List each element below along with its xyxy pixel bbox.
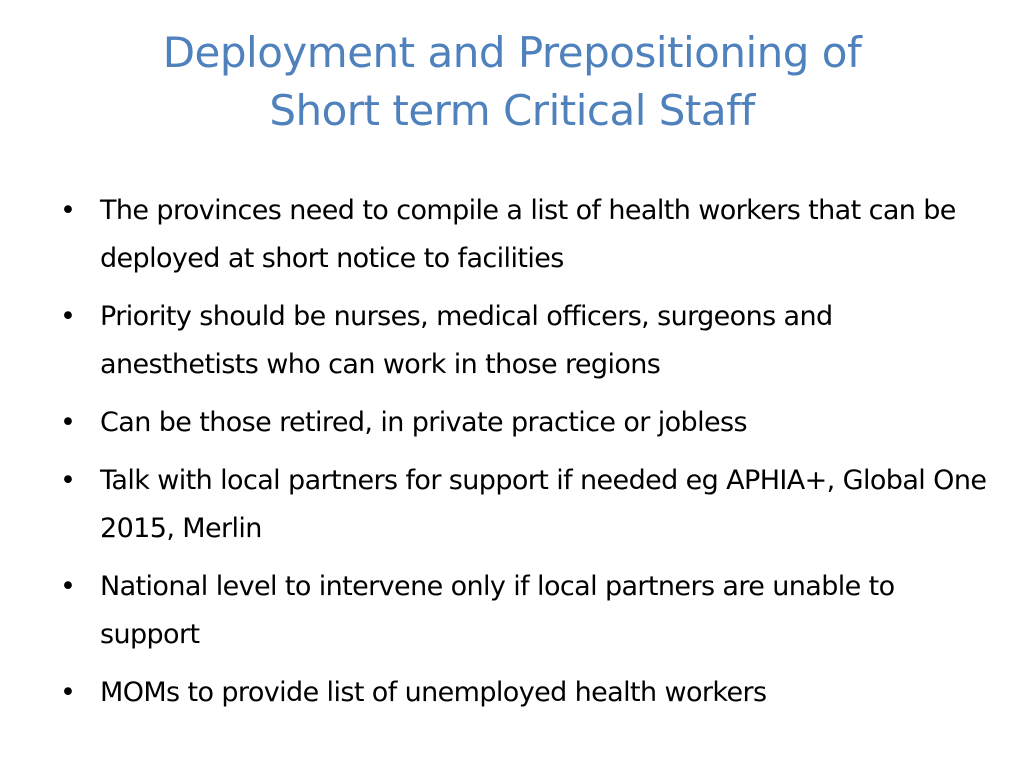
- bullet-text: Talk with local partners for support if needed eg APHIA+, Global One 2015, Merlin: [100, 465, 987, 544]
- slide-title: [40, 24, 984, 140]
- bullet-text: MOMs to provide list of unemployed health workers: [100, 677, 767, 708]
- bullet-item-retired: [58, 399, 988, 447]
- bullet-text: National level to intervene only if local partners are unable to support: [100, 571, 895, 650]
- slide-title-line-1: Deployment and Prepositioning of: [162, 28, 862, 77]
- bullet-point-icon: •: [60, 195, 76, 226]
- bullet-point-icon: •: [60, 407, 76, 438]
- bullet-list: [58, 187, 988, 727]
- bullet-point-icon: •: [60, 677, 76, 708]
- bullet-text: The provinces need to compile a list of health workers that can be deployed at short notice to facilities: [100, 195, 956, 274]
- bullet-point-icon: •: [60, 465, 76, 496]
- bullet-point-icon: •: [60, 301, 76, 332]
- bullet-item-national-level: [58, 563, 988, 659]
- bullet-item-local-partners: [58, 457, 988, 553]
- bullet-item-moms-list: [58, 669, 988, 717]
- bullet-text: Priority should be nurses, medical officers, surgeons and anesthetists who can work in those regions: [100, 301, 833, 380]
- bullet-item-priority: [58, 293, 988, 389]
- bullet-text: Can be those retired, in private practice or jobless: [100, 407, 747, 438]
- bullet-item-compile-list: [58, 187, 988, 283]
- slide-title-line-2: Short term Critical Staff: [269, 86, 755, 135]
- bullet-point-icon: •: [60, 571, 76, 602]
